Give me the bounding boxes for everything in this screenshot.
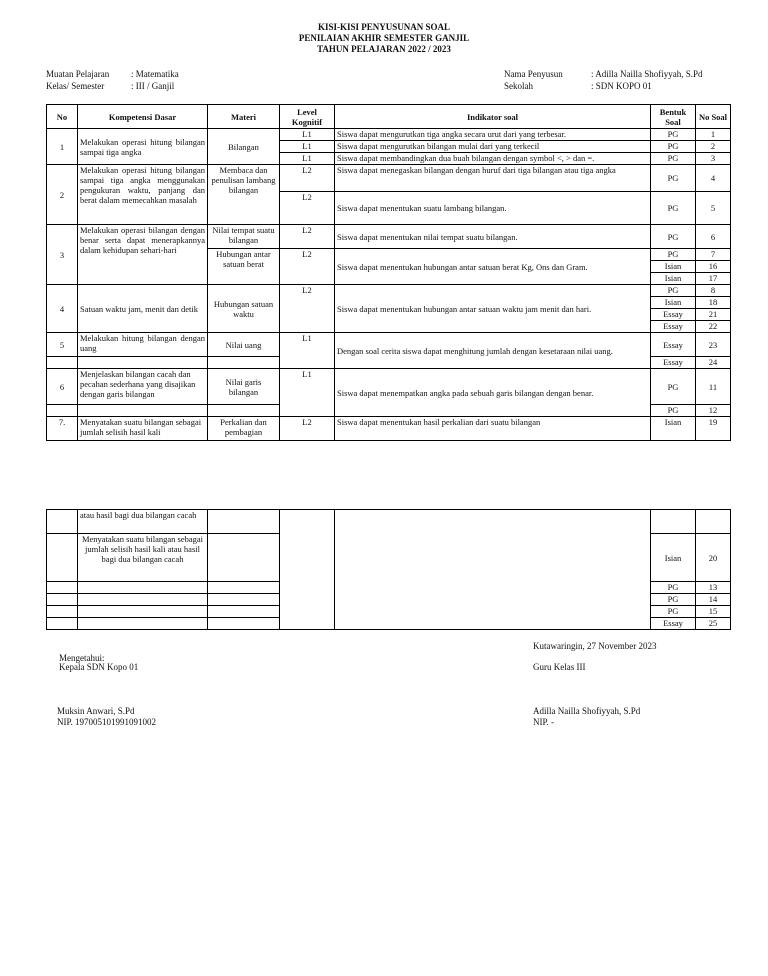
author-value: : Adilla Nailla Shofiyyah, S.Pd [591, 69, 703, 79]
table-row [47, 165, 731, 192]
cell-empty [78, 405, 208, 417]
cell-materi: Membaca dan penulisan lambang bilangan [208, 165, 280, 225]
cell-kd: Melakukan operasi bilangan dengan benar serta dapat menerapkannya dalam kehidupan sehari-hari [78, 225, 208, 285]
cell-bentuk: Isian [651, 273, 696, 285]
cell-level: L1 [280, 129, 335, 141]
cell-indikator: Siswa dapat menempatkan angka pada sebuah garis bilangan dengan benar. [335, 369, 651, 417]
cell-nosoal: 18 [696, 297, 731, 309]
cell-level: L2 [280, 417, 335, 441]
cell-nosoal: 6 [696, 225, 731, 249]
cell-empty [208, 405, 280, 417]
cell-empty [208, 618, 280, 630]
teacher-nip: NIP. - [533, 717, 555, 727]
column-header-nosoal: No Soal [696, 105, 731, 129]
table-header-row [47, 105, 731, 129]
cell-nosoal: 14 [696, 594, 731, 606]
school-label: Sekolah [504, 81, 533, 91]
cell-materi: Bilangan [208, 129, 280, 165]
cell-nosoal: 12 [696, 405, 731, 417]
cell-materi: Nilai uang [208, 333, 280, 357]
class-value: : III / Ganjil [131, 81, 175, 91]
cell-empty [78, 618, 208, 630]
cell-empty [78, 582, 208, 594]
cell-no: 5 [47, 333, 78, 357]
class-label: Kelas/ Semester [46, 81, 105, 91]
cell-nosoal: 11 [696, 369, 731, 405]
cell-no: 3 [47, 225, 78, 285]
principal-name: Muksin Anwari, S.Pd [57, 706, 135, 716]
cell-nosoal: 5 [696, 192, 731, 225]
cell-bentuk: Isian [651, 261, 696, 273]
cell-empty [47, 582, 78, 594]
cell-bentuk: PG [651, 405, 696, 417]
title-line-1: KISI-KISI PENYUSUNAN SOAL [317, 22, 451, 32]
cell-indikator: Siswa dapat mengurutkan tiga angka secara urut dari yang terbesar. [335, 129, 651, 141]
cell-bentuk: PG [651, 225, 696, 249]
cell-bentuk: Essay [651, 321, 696, 333]
table-row [47, 417, 731, 441]
kisi-kisi-table [46, 104, 731, 441]
cell-bentuk: PG [651, 606, 696, 618]
cell-nosoal: 17 [696, 273, 731, 285]
table-row [47, 333, 731, 357]
cell-materi: Perkalian dan pembagian [208, 417, 280, 441]
cell-empty [78, 357, 208, 369]
cell-nosoal: 25 [696, 618, 731, 630]
cell-materi: Nilai garis bilangan [208, 369, 280, 405]
cell-empty [47, 594, 78, 606]
title-line-3: TAHUN PELAJARAN 2022 / 2023 [317, 44, 451, 54]
column-header-materi: Materi [208, 105, 280, 129]
cell-no: 7. [47, 417, 78, 441]
cell-empty [208, 606, 280, 618]
column-header-no: No [47, 105, 78, 129]
cell-empty [335, 510, 651, 630]
cell-nosoal: 3 [696, 153, 731, 165]
table-row [47, 369, 731, 405]
cell-level: L2 [280, 165, 335, 192]
cell-level: L1 [280, 153, 335, 165]
cell-kd: Melakukan hitung bilangan dengan uang [78, 333, 208, 357]
cell-nosoal: 15 [696, 606, 731, 618]
school-value: : SDN KOPO 01 [591, 81, 652, 91]
cell-indikator: Siswa dapat menentukan hubungan antar satuan berat Kg, Ons dan Gram. [335, 249, 651, 285]
table-row [47, 510, 731, 534]
cell-bentuk: PG [651, 165, 696, 192]
cell-empty [208, 357, 280, 369]
cell-nosoal: 19 [696, 417, 731, 441]
teacher-name: Adilla Nailla Shofiyyah, S.Pd [533, 706, 641, 716]
cell-nosoal: 21 [696, 309, 731, 321]
cell-no: 6 [47, 369, 78, 405]
cell-bentuk: PG [651, 594, 696, 606]
column-header-kd: Kompetensi Dasar [78, 105, 208, 129]
cell-nosoal: 22 [696, 321, 731, 333]
cell-nosoal: 24 [696, 357, 731, 369]
cell-nosoal: 16 [696, 261, 731, 273]
cell-level: L2 [280, 192, 335, 225]
column-header-bentuk: Bentuk Soal [651, 105, 696, 129]
cell-nosoal: 13 [696, 582, 731, 594]
cell-kd: Menjelaskan bilangan cacah dan pecahan sederhana yang disajikan dengan garis bilangan [78, 369, 208, 405]
cell-empty [208, 582, 280, 594]
author-label: Nama Penyusun [504, 69, 563, 79]
cell-indikator: Siswa dapat menentukan hubungan antar satuan waktu jam menit dan hari. [335, 285, 651, 333]
cell-bentuk: PG [651, 129, 696, 141]
cell-nosoal: 23 [696, 333, 731, 357]
principal-title: Kepala SDN Kopo 01 [59, 662, 139, 672]
cell-empty [208, 534, 280, 582]
cell-empty [696, 510, 731, 534]
column-header-level: Level Kognitif [280, 105, 335, 129]
cell-indikator: Dengan soal cerita siswa dapat menghitung jumlah dengan kesetaraan nilai uang. [335, 333, 651, 369]
cell-no: 2 [47, 165, 78, 225]
table-row [47, 285, 731, 297]
continuation-table [46, 509, 731, 630]
table-row [47, 225, 731, 249]
cell-bentuk: PG [651, 153, 696, 165]
cell-level: L2 [280, 249, 335, 285]
cell-indikator: Siswa dapat menegaskan bilangan dengan huruf dari tiga bilangan atau tiga angka [335, 165, 651, 192]
cell-indikator: Siswa dapat menentukan hasil perkalian dari suatu bilangan [335, 417, 651, 441]
table-row [47, 129, 731, 141]
teacher-title: Guru Kelas III [533, 662, 586, 672]
cell-kd: atau hasil bagi dua bilangan cacah [78, 510, 208, 534]
cell-empty [47, 534, 78, 582]
cell-nosoal: 20 [696, 534, 731, 582]
cell-kd: Satuan waktu jam, menit dan detik [78, 285, 208, 333]
cell-level: L2 [280, 225, 335, 249]
cell-empty [208, 510, 280, 534]
cell-bentuk: Essay [651, 309, 696, 321]
cell-empty [78, 606, 208, 618]
cell-empty [47, 606, 78, 618]
cell-bentuk: PG [651, 582, 696, 594]
cell-level: L2 [280, 285, 335, 333]
cell-bentuk: PG [651, 141, 696, 153]
principal-nip: NIP. 197005101991091002 [57, 717, 157, 727]
cell-bentuk: PG [651, 285, 696, 297]
approval-label: Mengetahui: [59, 653, 105, 663]
cell-nosoal: 2 [696, 141, 731, 153]
cell-no: 4 [47, 285, 78, 333]
cell-kd: Menyatakan suatu bilangan sebagai jumlah selisih hasil kali [78, 417, 208, 441]
cell-kd: Melakukan operasi hitung bilangan sampai tiga angka menggunakan pengukuran waktu, panjang dan berat dalam memecahkan masalah [78, 165, 208, 225]
cell-bentuk: PG [651, 369, 696, 405]
cell-nosoal: 4 [696, 165, 731, 192]
cell-materi: Hubungan satuan waktu [208, 285, 280, 333]
cell-empty [280, 510, 335, 630]
cell-bentuk: Essay [651, 618, 696, 630]
place-date: Kutawaringin, 27 November 2023 [533, 641, 657, 651]
cell-empty [651, 510, 696, 534]
cell-nosoal: 7 [696, 249, 731, 261]
cell-bentuk: Isian [651, 534, 696, 582]
cell-bentuk: PG [651, 249, 696, 261]
document-title [0, 22, 768, 55]
cell-nosoal: 8 [696, 285, 731, 297]
cell-materi: Nilai tempat suatu bilangan [208, 225, 280, 249]
cell-bentuk: Isian [651, 297, 696, 309]
column-header-indikator: Indikator soal [335, 105, 651, 129]
cell-bentuk: Isian [651, 417, 696, 441]
cell-kd: Melakukan operasi hitung bilangan sampai tiga angka [78, 129, 208, 165]
cell-no: 1 [47, 129, 78, 165]
cell-kd: Menyatakan suatu bilangan sebagai jumlah selisih hasil kali atau hasil bagi dua bilangan cacah [78, 534, 208, 582]
cell-level: L1 [280, 333, 335, 369]
cell-indikator: Siswa dapat membandingkan dua buah bilangan dengan symbol <, > dan =. [335, 153, 651, 165]
cell-level: L1 [280, 369, 335, 417]
subject-value: : Matematika [131, 69, 179, 79]
cell-bentuk: PG [651, 192, 696, 225]
cell-empty [47, 510, 78, 534]
cell-empty [47, 405, 78, 417]
cell-empty [208, 594, 280, 606]
cell-materi: Hubungan antar satuan berat [208, 249, 280, 285]
subject-label: Muatan Pelajaran [46, 69, 110, 79]
cell-level: L1 [280, 141, 335, 153]
cell-bentuk: Essay [651, 333, 696, 357]
cell-indikator: Siswa dapat menentukan nilai tempat suatu bilangan. [335, 225, 651, 249]
cell-indikator: Siswa dapat menentukan suatu lambang bilangan. [335, 192, 651, 225]
cell-empty [78, 594, 208, 606]
cell-empty [47, 357, 78, 369]
cell-indikator: Siswa dapat mengurutkan bilangan mulai dari yang terkecil [335, 141, 651, 153]
cell-empty [47, 618, 78, 630]
cell-bentuk: Essay [651, 357, 696, 369]
title-line-2: PENILAIAN AKHIR SEMESTER GANJIL [298, 33, 470, 43]
cell-nosoal: 1 [696, 129, 731, 141]
